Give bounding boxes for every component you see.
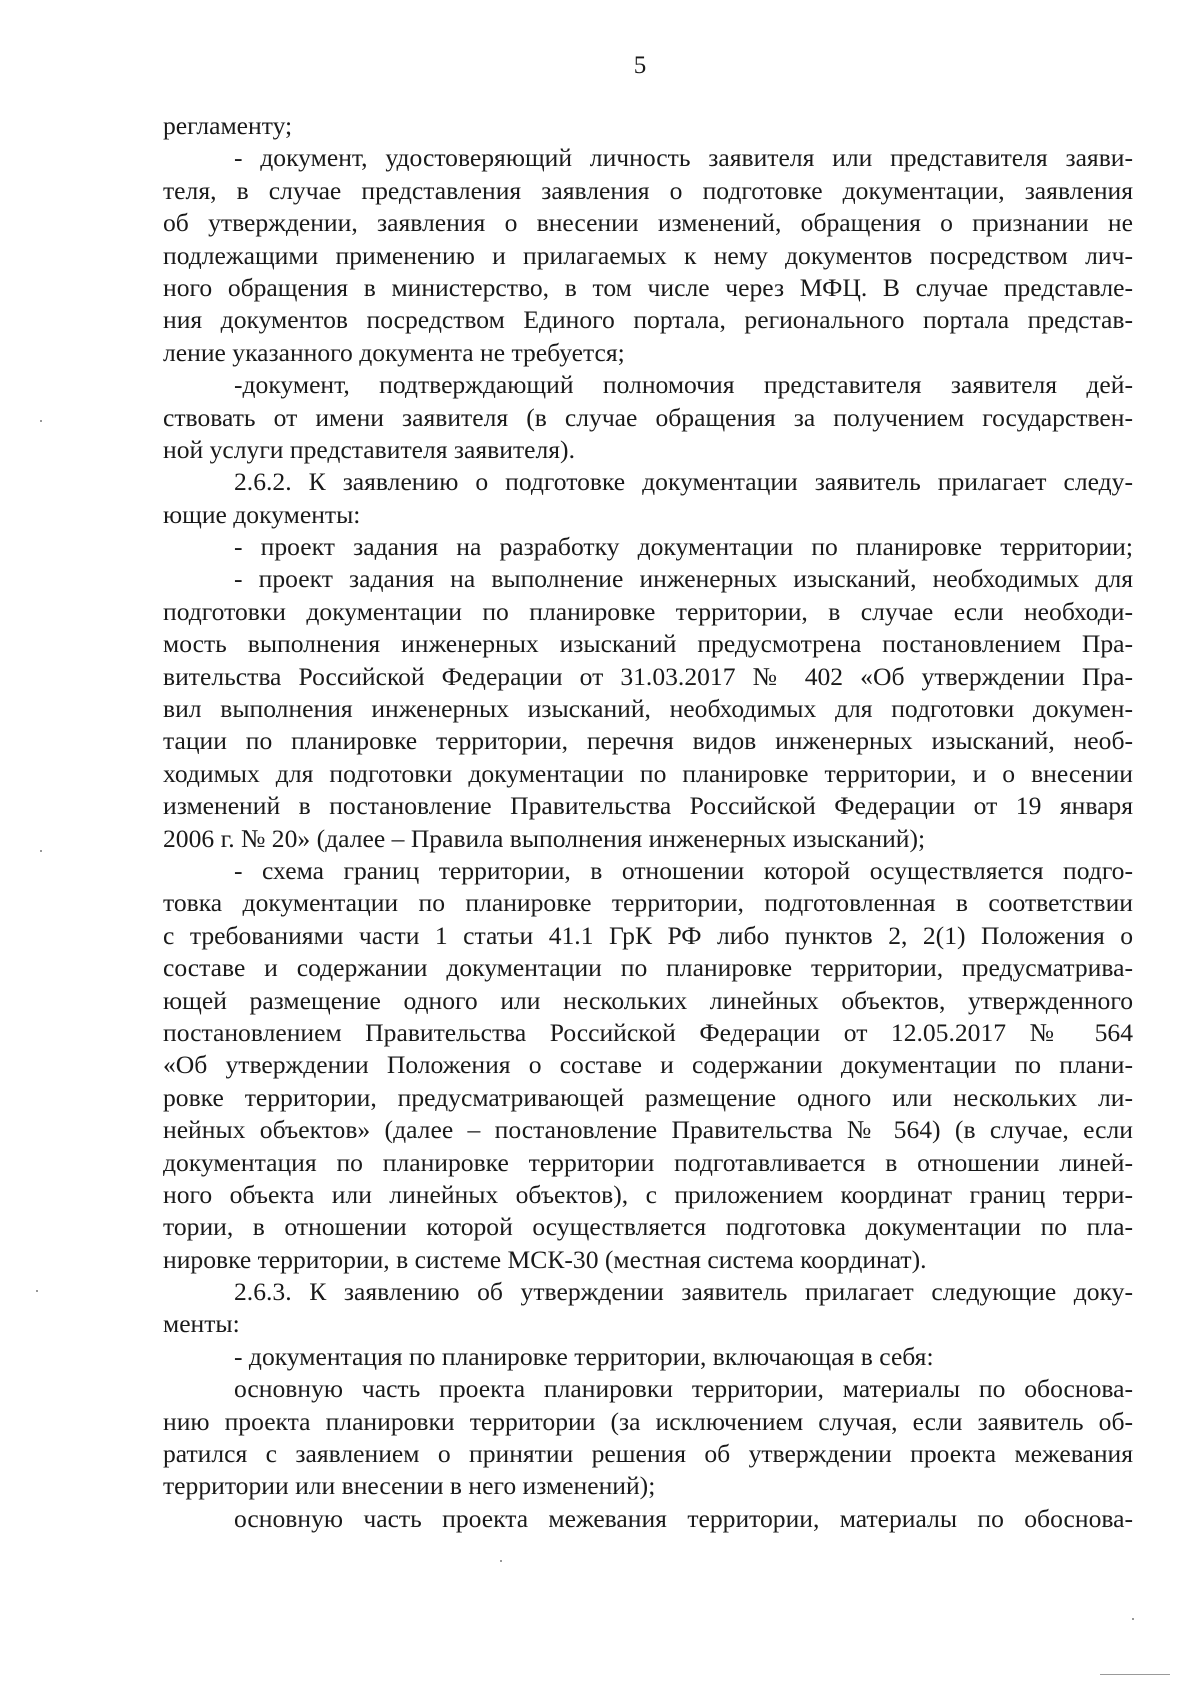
text-line: с требованиями части 1 статьи 41.1 ГрК РФ либо пунктов 2, 2(1) Положения о [163, 920, 1133, 950]
text-line: ного обращения в министерство, в том числе через МФЦ. В случае представле- [163, 272, 1133, 302]
text-line: нейных объектов» (далее – постановление Правительства № 564) (в случае, если [163, 1115, 1133, 1145]
text-line: - проект задания на выполнение инженерных изысканий, необходимых для [234, 564, 1133, 594]
text-line: территории или внесении в него изменений); [163, 1471, 656, 1501]
text-line: ющие документы: [163, 499, 361, 529]
scan-edge-line [1100, 1674, 1170, 1675]
text-line: тации по планировке территории, перечня видов инженерных изысканий, необ- [163, 726, 1133, 756]
text-line: тории, в отношении которой осуществляется подготовка документации по пла- [163, 1212, 1133, 1242]
text-line: ющей размещение одного или нескольких линейных объектов, утвержденного [163, 985, 1133, 1015]
text-line: 2.6.2. К заявлению о подготовке документации заявитель прилагает следу- [234, 467, 1133, 497]
text-line: ровке территории, предусматривающей размещение одного или нескольких ли- [163, 1082, 1133, 1112]
text-line: регламенту; [163, 111, 293, 140]
text-line: - документация по планировке территории, включающая в себя: [234, 1341, 934, 1371]
text-line: теля, в случае представления заявления о подготовке документации, заявления [163, 175, 1133, 205]
text-line: - документ, удостоверяющий личность заявителя или представителя заяви- [234, 143, 1133, 173]
text-line: подготовки документации по планировке территории, в случае если необходи- [163, 596, 1133, 626]
text-line: «Об утверждении Положения о составе и содержании документации по плани- [163, 1050, 1133, 1080]
text-line: составе и содержании документации по планировке территории, предусматрива- [163, 953, 1133, 983]
text-line: основную часть проекта планировки территории, материалы по обоснова- [234, 1374, 1133, 1404]
text-line: основную часть проекта межевания территории, материалы по обоснова- [234, 1503, 1133, 1533]
text-line: 2.6.3. К заявлению об утверждении заявитель прилагает следующие доку- [234, 1277, 1133, 1307]
text-line: ходимых для подготовки документации по планировке территории, и о внесении [163, 758, 1133, 788]
text-line: товка документации по планировке территории, подготовленная в соответствии [163, 888, 1133, 918]
text-line: мость выполнения инженерных изысканий предусмотрена постановлением Пра- [163, 629, 1133, 659]
text-line: нировке территории, в системе МСК-30 (местная система координат). [163, 1244, 927, 1274]
text-line: изменений в постановление Правительства Российской Федерации от 19 января [163, 791, 1133, 821]
document-body [163, 110, 1133, 1535]
text-line: об утверждении, заявления о внесении изменений, обращения о признании не [163, 208, 1133, 238]
text-line: ния документов посредством Единого портала, регионального портала представ- [163, 305, 1133, 335]
text-line: - схема границ территории, в отношении которой осуществляется подго- [234, 855, 1133, 885]
text-line: вил выполнения инженерных изысканий, необходимых для подготовки докумен- [163, 694, 1133, 724]
text-line: нию проекта планировки территории (за исключением случая, если заявитель об- [163, 1406, 1133, 1436]
text-line: 2006 г. № 20» (далее – Правила выполнения инженерных изысканий); [163, 823, 926, 853]
text-line: - проект задания на разработку документации по планировке территории; [234, 532, 1133, 562]
page-number: 5 [633, 52, 647, 79]
text-line: ствовать от имени заявителя (в случае обращения за получением государствен- [163, 402, 1133, 432]
text-line: вительства Российской Федерации от 31.03.2017 № 402 «Об утверждении Пра- [163, 661, 1133, 691]
scan-speck [40, 420, 42, 422]
text-line: -документ, подтверждающий полномочия представителя заявителя дей- [234, 370, 1133, 400]
scan-speck [40, 850, 42, 852]
text-line: документация по планировке территории подготавливается в отношении линей- [163, 1147, 1133, 1177]
text-line: ной услуги представителя заявителя). [163, 434, 575, 464]
text-line: подлежащими применению и прилагаемых к нему документов посредством лич- [163, 240, 1133, 270]
scan-speck [1132, 1618, 1134, 1620]
text-line: ление указанного документа не требуется; [163, 337, 625, 367]
text-line: постановлением Правительства Российской Федерации от 12.05.2017 № 564 [163, 1017, 1133, 1047]
text-line: менты: [163, 1309, 240, 1339]
scan-speck [500, 1560, 502, 1562]
scan-speck [36, 1290, 38, 1292]
text-line: ратился с заявлением о принятии решения об утверждении проекта межевания [163, 1439, 1133, 1469]
text-line: ного объекта или линейных объектов), с приложением координат границ терри- [163, 1179, 1133, 1209]
